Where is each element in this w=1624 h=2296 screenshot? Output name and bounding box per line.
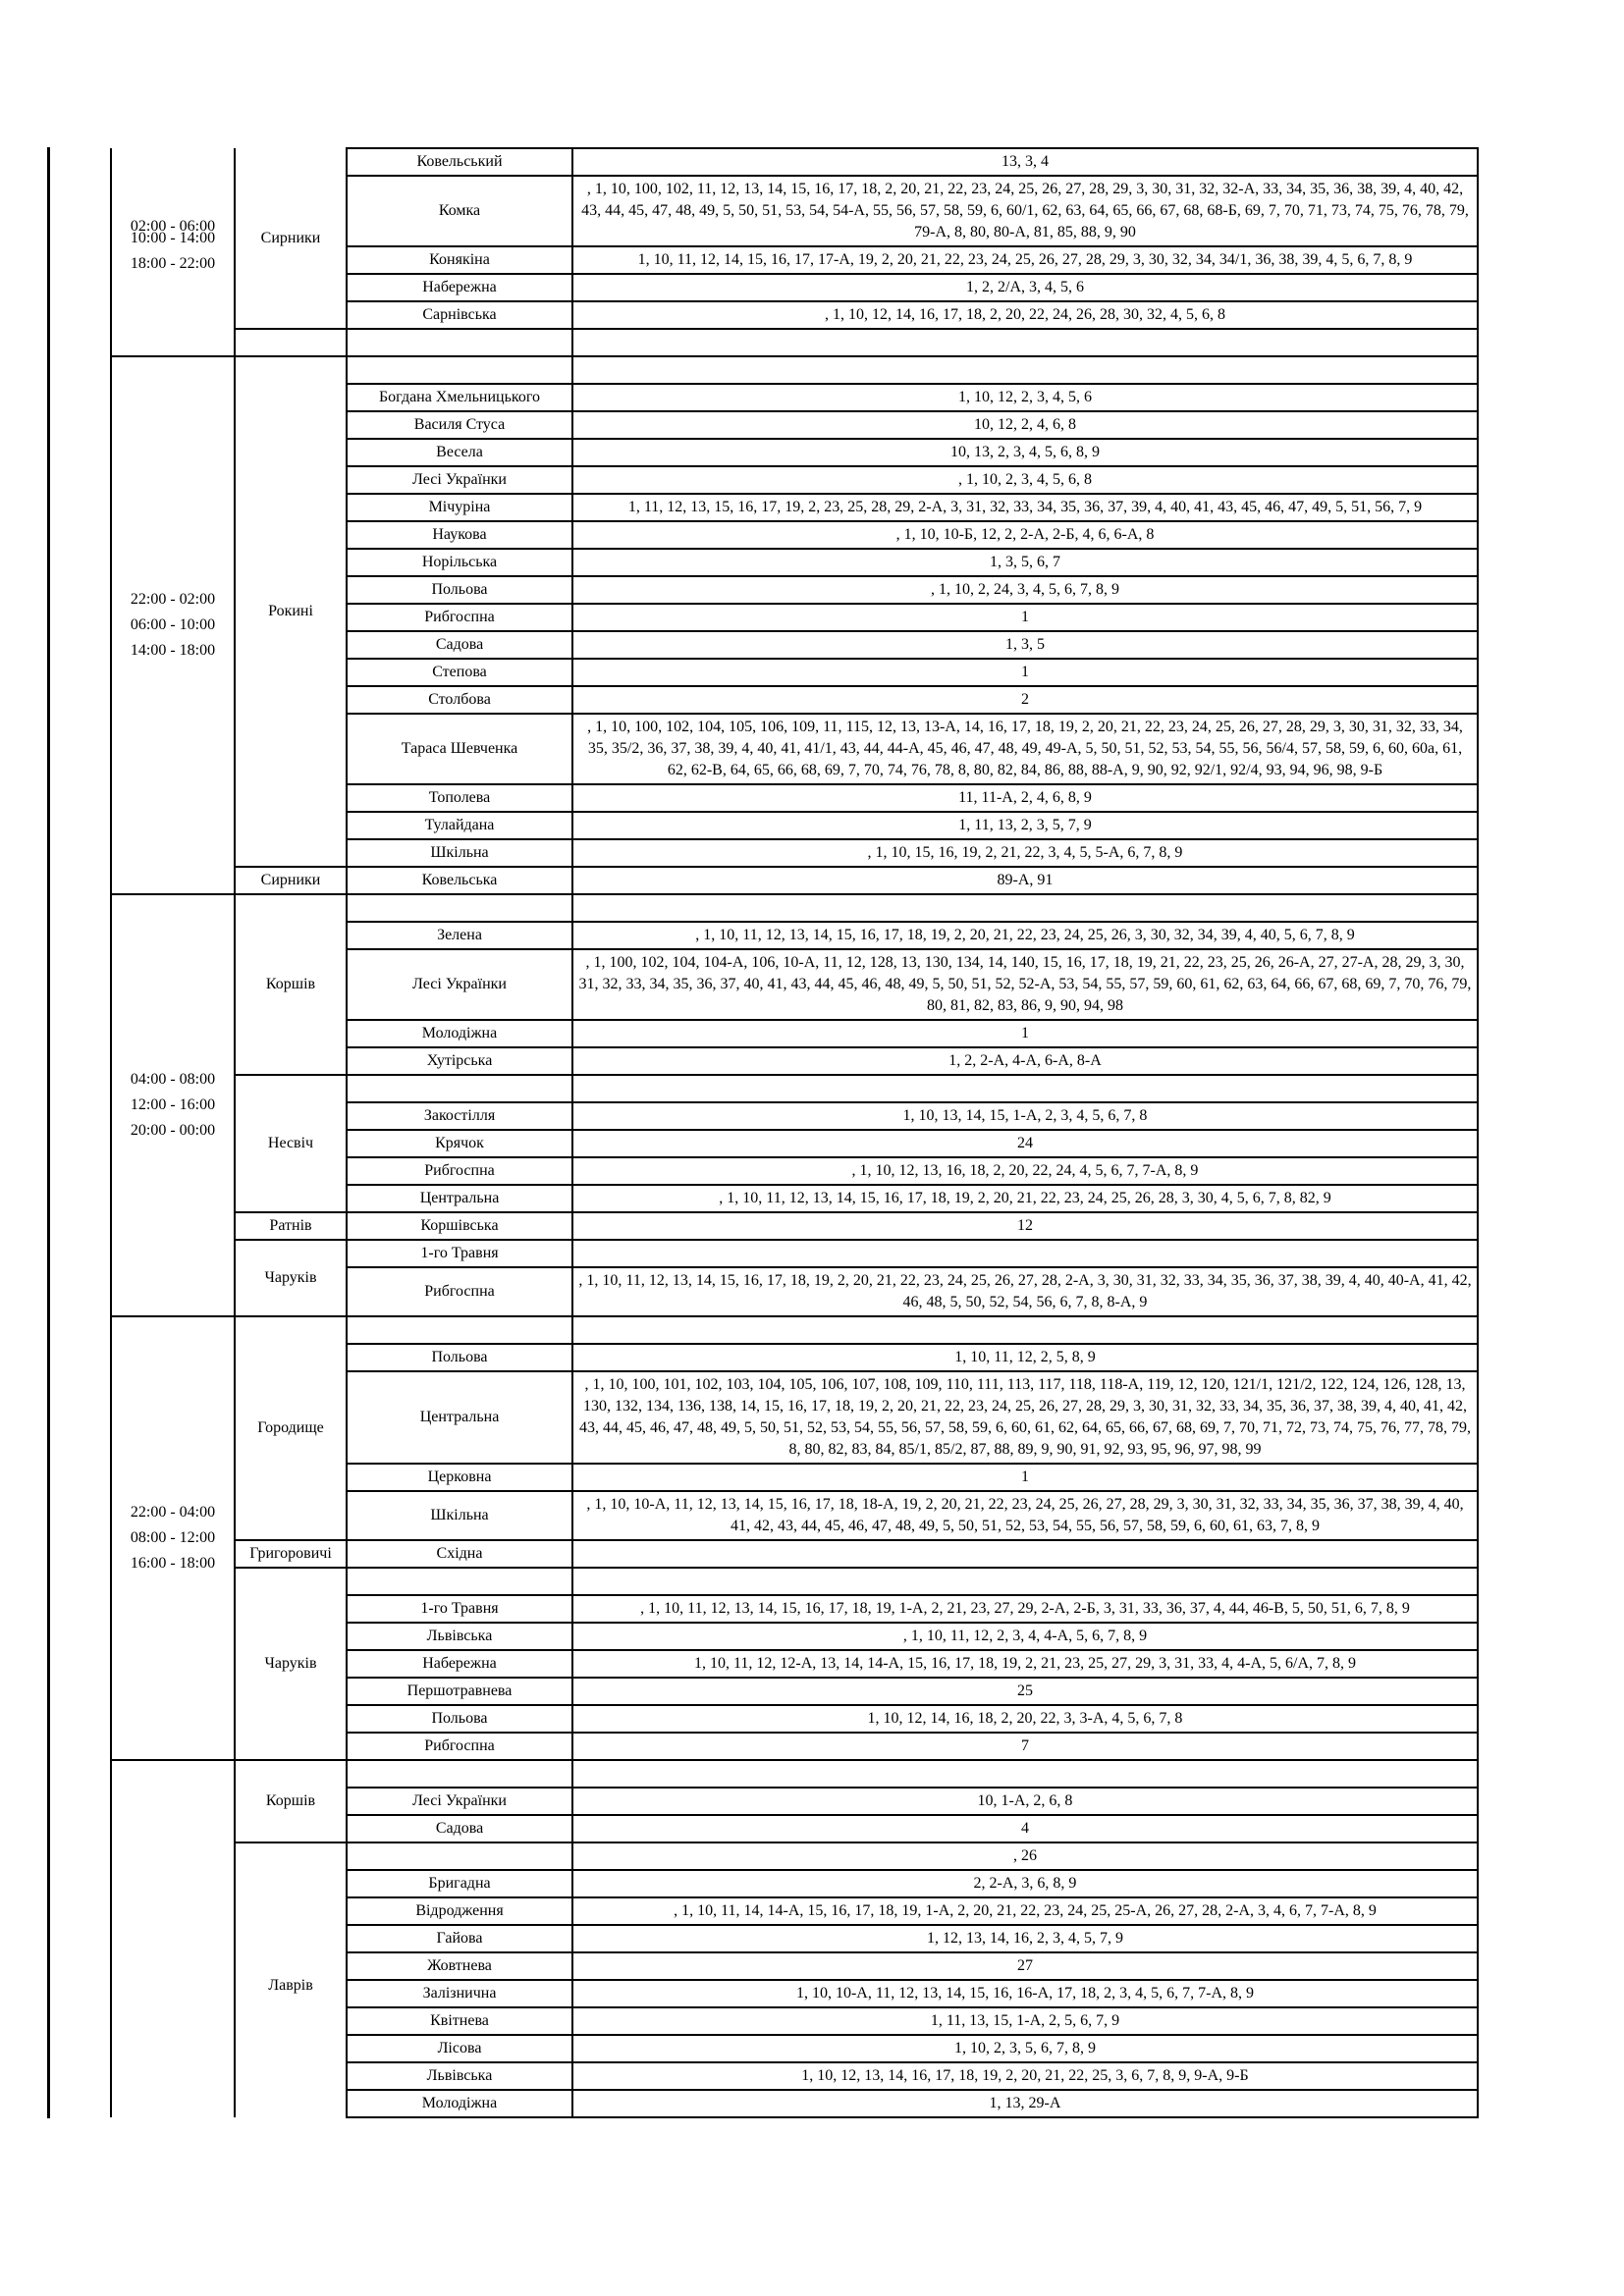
street-cell: Гайова <box>347 1925 572 1952</box>
houses-cell: 11, 11-А, 2, 4, 6, 8, 9 <box>572 784 1478 812</box>
time-slot-line: 12:00 - 16:00 <box>130 1096 216 1113</box>
schedule-row <box>111 1240 1478 1267</box>
street-cell <box>347 894 572 922</box>
schedule-body <box>111 148 1478 2117</box>
houses-cell: 1 <box>572 604 1478 631</box>
schedule-row <box>111 1760 1478 1788</box>
houses-cell: 27 <box>572 1952 1478 1980</box>
village-cell: Чаруків <box>235 1240 347 1316</box>
houses-cell: , 1, 10, 11, 12, 13, 14, 15, 16, 17, 18, 19, 2, 20, 21, 22, 23, 24, 25, 26, 3, 30, 32, 34, 39, 4, 40, 5, 6, 7, 8, 9 <box>572 922 1478 949</box>
houses-cell: 10, 1-А, 2, 6, 8 <box>572 1788 1478 1815</box>
time-slot-line: 04:00 - 08:00 <box>130 1071 216 1088</box>
time-slot-cell <box>111 1760 235 2117</box>
village-cell: Городище <box>235 1316 347 1540</box>
street-cell: Церковна <box>347 1464 572 1491</box>
schedule-row <box>111 1842 1478 1870</box>
street-cell <box>347 356 572 384</box>
houses-cell: 4 <box>572 1815 1478 1842</box>
houses-cell: , 1, 10, 12, 14, 16, 17, 18, 2, 20, 22, 24, 26, 28, 30, 32, 4, 5, 6, 8 <box>572 301 1478 329</box>
street-cell: Тулайдана <box>347 812 572 839</box>
street-cell <box>347 1842 572 1870</box>
street-cell: Набережна <box>347 1650 572 1678</box>
schedule-row <box>111 148 1478 176</box>
street-cell: Лесі Українки <box>347 1788 572 1815</box>
houses-cell: 1, 11, 12, 13, 15, 16, 17, 19, 2, 23, 25, 28, 29, 2-А, 3, 31, 32, 33, 34, 35, 36, 37, 39, 4, 40, 41, 43, 45, 46, 47, 49, 5, 51, 56, 7, 9 <box>572 494 1478 521</box>
time-slot-line: 22:00 - 04:00 <box>130 1504 216 1521</box>
schedule-row <box>111 1075 1478 1102</box>
village-cell: Несвіч <box>235 1075 347 1212</box>
street-cell: Молодіжна <box>347 2090 572 2117</box>
street-cell: Мічуріна <box>347 494 572 521</box>
houses-cell: 1, 2, 2/А, 3, 4, 5, 6 <box>572 274 1478 301</box>
street-cell: Сарнівська <box>347 301 572 329</box>
street-cell <box>347 1075 572 1102</box>
street-cell <box>347 1568 572 1595</box>
street-cell: Лесі Українки <box>347 466 572 494</box>
street-cell: Першотравнева <box>347 1678 572 1705</box>
houses-cell: 2, 2-А, 3, 6, 8, 9 <box>572 1870 1478 1897</box>
street-cell: Столбова <box>347 686 572 714</box>
street-cell: Рибгоспна <box>347 1157 572 1185</box>
schedule-row <box>111 329 1478 356</box>
houses-cell: , 1, 10, 100, 102, 104, 105, 106, 109, 11, 115, 12, 13, 13-А, 14, 16, 17, 18, 19, 2, 20, 21, 22, 23, 24, 25, 26, 27, 28, 29, 3, 30, 31, 32, 33, 34, 35, 35/2, 36, 37, 38, 39, 4, 40, 41, 41/1, 43, 44, 44-А, 45, 46, 47, 48, 49, 49-А, 5, 50, 51, 52, 53, 54, 55, 56, 56/4, 57, 58, 59, 6, 60, 60а, 61, 62, 62-В, 64, 65, 66, 68, 69, 7, 70, 74, 76, 78, 8, 80, 82, 84, 86, 88, 88-А, 9, 90, 92, 92/1, 92/4, 93, 94, 96, 98, 9-Б <box>572 714 1478 784</box>
houses-cell: , 1, 10, 11, 12, 13, 14, 15, 16, 17, 18, 19, 1-А, 2, 21, 23, 27, 29, 2-А, 2-Б, 3, 31, 33, 36, 37, 4, 44, 46-В, 5, 50, 51, 6, 7, 8, 9 <box>572 1595 1478 1623</box>
houses-cell: 1, 11, 13, 2, 3, 5, 7, 9 <box>572 812 1478 839</box>
schedule-row <box>111 1568 1478 1595</box>
street-cell: Рибгоспна <box>347 1733 572 1760</box>
street-cell: Богдана Хмельницького <box>347 384 572 411</box>
houses-cell <box>572 1540 1478 1568</box>
street-cell: Рибгоспна <box>347 604 572 631</box>
houses-cell: , 26 <box>572 1842 1478 1870</box>
street-cell: Ковельський <box>347 148 572 176</box>
street-cell: Василя Стуса <box>347 411 572 439</box>
houses-cell: 1 <box>572 659 1478 686</box>
time-slot-line: 16:00 - 18:00 <box>130 1555 216 1572</box>
houses-cell: 10, 13, 2, 3, 4, 5, 6, 8, 9 <box>572 439 1478 466</box>
time-slot-line: 18:00 - 22:00 <box>130 254 216 272</box>
street-cell: Набережна <box>347 274 572 301</box>
schedule-row <box>111 1212 1478 1240</box>
houses-cell: 12 <box>572 1212 1478 1240</box>
schedule-table-region <box>47 147 1479 2118</box>
street-cell: Польова <box>347 1705 572 1733</box>
street-cell: Садова <box>347 1815 572 1842</box>
village-cell: Рокині <box>235 356 347 867</box>
houses-cell <box>572 356 1478 384</box>
street-cell: Ковельська <box>347 867 572 894</box>
houses-cell: 25 <box>572 1678 1478 1705</box>
houses-cell: 1, 10, 13, 14, 15, 1-А, 2, 3, 4, 5, 6, 7, 8 <box>572 1102 1478 1130</box>
street-cell: Коршівська <box>347 1212 572 1240</box>
houses-cell: 1, 3, 5, 6, 7 <box>572 549 1478 576</box>
houses-cell <box>572 329 1478 356</box>
houses-cell: 1, 10, 11, 12, 14, 15, 16, 17, 17-А, 19, 2, 20, 21, 22, 23, 24, 25, 26, 27, 28, 29, 3, 30, 32, 34, 34/1, 36, 38, 39, 4, 5, 6, 7, 8, 9 <box>572 246 1478 274</box>
street-cell: Бригадна <box>347 1870 572 1897</box>
time-slot-line: 10:00 - 14:00 <box>130 229 216 246</box>
houses-cell: , 1, 10, 11, 12, 2, 3, 4, 4-А, 5, 6, 7, 8, 9 <box>572 1623 1478 1650</box>
time-slot-line: 14:00 - 18:00 <box>130 642 216 659</box>
time-slot-cell <box>111 1316 235 1760</box>
street-cell: Хутірська <box>347 1047 572 1075</box>
houses-cell: 10, 12, 2, 4, 6, 8 <box>572 411 1478 439</box>
street-cell: Польова <box>347 576 572 604</box>
street-cell: 1-го Травня <box>347 1240 572 1267</box>
street-cell: Весела <box>347 439 572 466</box>
street-cell: Норільська <box>347 549 572 576</box>
time-slot-cell <box>111 894 235 1316</box>
village-cell: Ратнів <box>235 1212 347 1240</box>
houses-cell: 1, 10, 12, 2, 3, 4, 5, 6 <box>572 384 1478 411</box>
street-cell: Степова <box>347 659 572 686</box>
village-cell: Григоровичі <box>235 1540 347 1568</box>
houses-cell: 1, 10, 11, 12, 12-А, 13, 14, 14-А, 15, 16, 17, 18, 19, 2, 21, 23, 25, 27, 29, 3, 31, 33, 4, 4-А, 5, 6/А, 7, 8, 9 <box>572 1650 1478 1678</box>
street-cell: Польова <box>347 1344 572 1371</box>
street-cell: Квітнева <box>347 2007 572 2035</box>
time-slot-line: 08:00 - 12:00 <box>130 1529 216 1546</box>
houses-cell: , 1, 10, 12, 13, 16, 18, 2, 20, 22, 24, 4, 5, 6, 7, 7-А, 8, 9 <box>572 1157 1478 1185</box>
schedule-row <box>111 356 1478 384</box>
street-cell: Зелена <box>347 922 572 949</box>
street-cell <box>347 329 572 356</box>
street-cell <box>347 1316 572 1344</box>
houses-cell: 89-А, 91 <box>572 867 1478 894</box>
houses-cell: 1, 3, 5 <box>572 631 1478 659</box>
houses-cell: , 1, 10, 11, 12, 13, 14, 15, 16, 17, 18, 19, 2, 20, 21, 22, 23, 24, 25, 26, 27, 28, 2-А, 3, 30, 31, 32, 33, 34, 35, 36, 37, 38, 39, 4, 40, 40-А, 41, 42, 46, 48, 5, 50, 52, 54, 56, 6, 7, 8, 8-А, 9 <box>572 1267 1478 1316</box>
houses-cell <box>572 1240 1478 1267</box>
houses-cell: , 1, 10, 11, 12, 13, 14, 15, 16, 17, 18, 19, 2, 20, 21, 22, 23, 24, 25, 26, 28, 3, 30, 4, 5, 6, 7, 8, 82, 9 <box>572 1185 1478 1212</box>
houses-cell: 1, 10, 10-А, 11, 12, 13, 14, 15, 16, 16-А, 17, 18, 2, 3, 4, 5, 6, 7, 7-А, 8, 9 <box>572 1980 1478 2007</box>
houses-cell <box>572 1075 1478 1102</box>
street-cell: Крячок <box>347 1130 572 1157</box>
houses-cell <box>572 1760 1478 1788</box>
houses-cell: 24 <box>572 1130 1478 1157</box>
village-cell <box>235 329 347 356</box>
street-cell: Шкільна <box>347 839 572 867</box>
street-cell: Східна <box>347 1540 572 1568</box>
houses-cell <box>572 894 1478 922</box>
houses-cell: 1, 10, 11, 12, 2, 5, 8, 9 <box>572 1344 1478 1371</box>
houses-cell: 1 <box>572 1020 1478 1047</box>
houses-cell: , 1, 10, 10-А, 11, 12, 13, 14, 15, 16, 17, 18, 18-А, 19, 2, 20, 21, 22, 23, 24, 25, 26, 27, 28, 29, 3, 30, 31, 32, 33, 34, 35, 36, 37, 38, 39, 4, 40, 41, 42, 43, 44, 45, 46, 47, 48, 49, 5, 50, 51, 52, 53, 54, 55, 56, 57, 58, 59, 6, 60, 61, 63, 7, 8, 9 <box>572 1491 1478 1540</box>
village-cell <box>235 1842 347 2117</box>
schedule-row <box>111 894 1478 922</box>
houses-cell: , 1, 10, 100, 101, 102, 103, 104, 105, 106, 107, 108, 109, 110, 111, 113, 117, 118, 118-А, 119, 12, 120, 121/1, 121/2, 122, 124, 126, 128, 13, 130, 132, 134, 136, 138, 14, 15, 16, 17, 18, 19, 2, 20, 21, 22, 23, 24, 25, 26, 27, 28, 29, 3, 30, 31, 32, 33, 34, 35, 36, 37, 38, 39, 4, 40, 41, 42, 43, 44, 45, 46, 47, 48, 49, 5, 50, 51, 52, 53, 54, 55, 56, 57, 58, 59, 6, 60, 61, 62, 64, 65, 66, 67, 68, 69, 7, 70, 71, 72, 73, 74, 75, 76, 77, 78, 79, 8, 80, 82, 83, 84, 85/1, 85/2, 87, 88, 89, 9, 90, 91, 92, 93, 95, 96, 97, 98, 99 <box>572 1371 1478 1464</box>
houses-cell: 1, 2, 2-А, 4-А, 6-А, 8-А <box>572 1047 1478 1075</box>
houses-cell: 1, 12, 13, 14, 16, 2, 3, 4, 5, 7, 9 <box>572 1925 1478 1952</box>
schedule-row <box>111 1540 1478 1568</box>
houses-cell: 13, 3, 4 <box>572 148 1478 176</box>
houses-cell: , 1, 10, 2, 3, 4, 5, 6, 8 <box>572 466 1478 494</box>
schedule-row <box>111 867 1478 894</box>
houses-cell: , 1, 10, 11, 14, 14-А, 15, 16, 17, 18, 19, 1-А, 2, 20, 21, 22, 23, 24, 25, 25-А, 26, 27, 28, 2-А, 3, 4, 6, 7, 7-А, 8, 9 <box>572 1897 1478 1925</box>
houses-cell: 1, 10, 12, 14, 16, 18, 2, 20, 22, 3, 3-А, 4, 5, 6, 7, 8 <box>572 1705 1478 1733</box>
houses-cell: , 1, 10, 15, 16, 19, 2, 21, 22, 3, 4, 5, 5-А, 6, 7, 8, 9 <box>572 839 1478 867</box>
houses-cell: 1 <box>572 1464 1478 1491</box>
street-cell: Центральна <box>347 1371 572 1464</box>
street-cell: Рибгоспна <box>347 1267 572 1316</box>
houses-cell: , 1, 10, 10-Б, 12, 2, 2-А, 2-Б, 4, 6, 6-А, 8 <box>572 521 1478 549</box>
houses-cell: 1, 10, 2, 3, 5, 6, 7, 8, 9 <box>572 2035 1478 2062</box>
street-cell: Лесі Українки <box>347 949 572 1020</box>
houses-cell: 1, 10, 12, 13, 14, 16, 17, 18, 19, 2, 20, 21, 22, 25, 3, 6, 7, 8, 9, 9-А, 9-Б <box>572 2062 1478 2090</box>
houses-cell: , 1, 100, 102, 104, 104-А, 106, 10-А, 11, 12, 128, 13, 130, 134, 14, 140, 15, 16, 17, 18, 19, 21, 22, 23, 25, 26, 26-А, 27, 27-А, 28, 29, 3, 30, 31, 32, 33, 34, 35, 36, 37, 40, 41, 43, 44, 45, 46, 48, 49, 5, 50, 51, 52, 52-А, 53, 54, 55, 57, 59, 60, 61, 62, 63, 64, 66, 67, 68, 69, 7, 70, 76, 79, 80, 81, 82, 83, 86, 9, 90, 94, 98 <box>572 949 1478 1020</box>
street-cell: Комка <box>347 176 572 246</box>
street-cell: Молодіжна <box>347 1020 572 1047</box>
street-cell: Львівська <box>347 1623 572 1650</box>
schedule-row <box>111 1316 1478 1344</box>
houses-cell <box>572 1316 1478 1344</box>
time-slot-cell <box>111 148 235 356</box>
time-slot-cell <box>111 356 235 894</box>
village-cell: Сирники <box>235 148 347 329</box>
village-cell: Чаруків <box>235 1568 347 1760</box>
street-cell: Жовтнева <box>347 1952 572 1980</box>
houses-cell: , 1, 10, 2, 24, 3, 4, 5, 6, 7, 8, 9 <box>572 576 1478 604</box>
village-cell: Коршів <box>235 1760 347 1842</box>
street-cell: Конякіна <box>347 246 572 274</box>
time-slot-line: 20:00 - 00:00 <box>130 1122 216 1139</box>
houses-cell: 1, 11, 13, 15, 1-А, 2, 5, 6, 7, 9 <box>572 2007 1478 2035</box>
street-cell: Закостілля <box>347 1102 572 1130</box>
houses-cell: , 1, 10, 100, 102, 11, 12, 13, 14, 15, 16, 17, 18, 2, 20, 21, 22, 23, 24, 25, 26, 27, 28, 29, 3, 30, 31, 32, 32-А, 33, 34, 35, 36, 38, 39, 4, 40, 42, 43, 44, 45, 47, 48, 49, 5, 50, 51, 53, 54, 54-А, 55, 56, 57, 58, 59, 6, 60/1, 62, 63, 64, 65, 66, 67, 68, 68-Б, 69, 7, 70, 71, 73, 74, 75, 76, 78, 79, 79-А, 8, 80, 80-А, 81, 85, 88, 9, 90 <box>572 176 1478 246</box>
time-slot-line: 06:00 - 10:00 <box>130 616 216 633</box>
houses-cell: 7 <box>572 1733 1478 1760</box>
village-cell: Сирники <box>235 867 347 894</box>
left-column-rule <box>47 147 50 2118</box>
street-cell: Львівська <box>347 2062 572 2090</box>
village-label-clipped: Лаврів <box>268 1977 313 1994</box>
houses-cell: 2 <box>572 686 1478 714</box>
street-cell: Тополева <box>347 784 572 812</box>
street-cell: 1-го Травня <box>347 1595 572 1623</box>
street-cell: Лісова <box>347 2035 572 2062</box>
time-slot-line: 22:00 - 02:00 <box>130 591 216 608</box>
street-cell: Центральна <box>347 1185 572 1212</box>
time-slot-line-clipped: 02:00 - 06:00 <box>130 217 216 235</box>
village-cell: Коршів <box>235 894 347 1075</box>
street-cell: Шкільна <box>347 1491 572 1540</box>
street-cell: Відродження <box>347 1897 572 1925</box>
houses-cell <box>572 1568 1478 1595</box>
houses-cell: 1, 13, 29-А <box>572 2090 1478 2117</box>
street-cell: Садова <box>347 631 572 659</box>
street-cell: Наукова <box>347 521 572 549</box>
street-cell: Залізнична <box>347 1980 572 2007</box>
street-cell <box>347 1760 572 1788</box>
street-cell: Тараса Шевченка <box>347 714 572 784</box>
outage-schedule-table <box>110 147 1479 2118</box>
